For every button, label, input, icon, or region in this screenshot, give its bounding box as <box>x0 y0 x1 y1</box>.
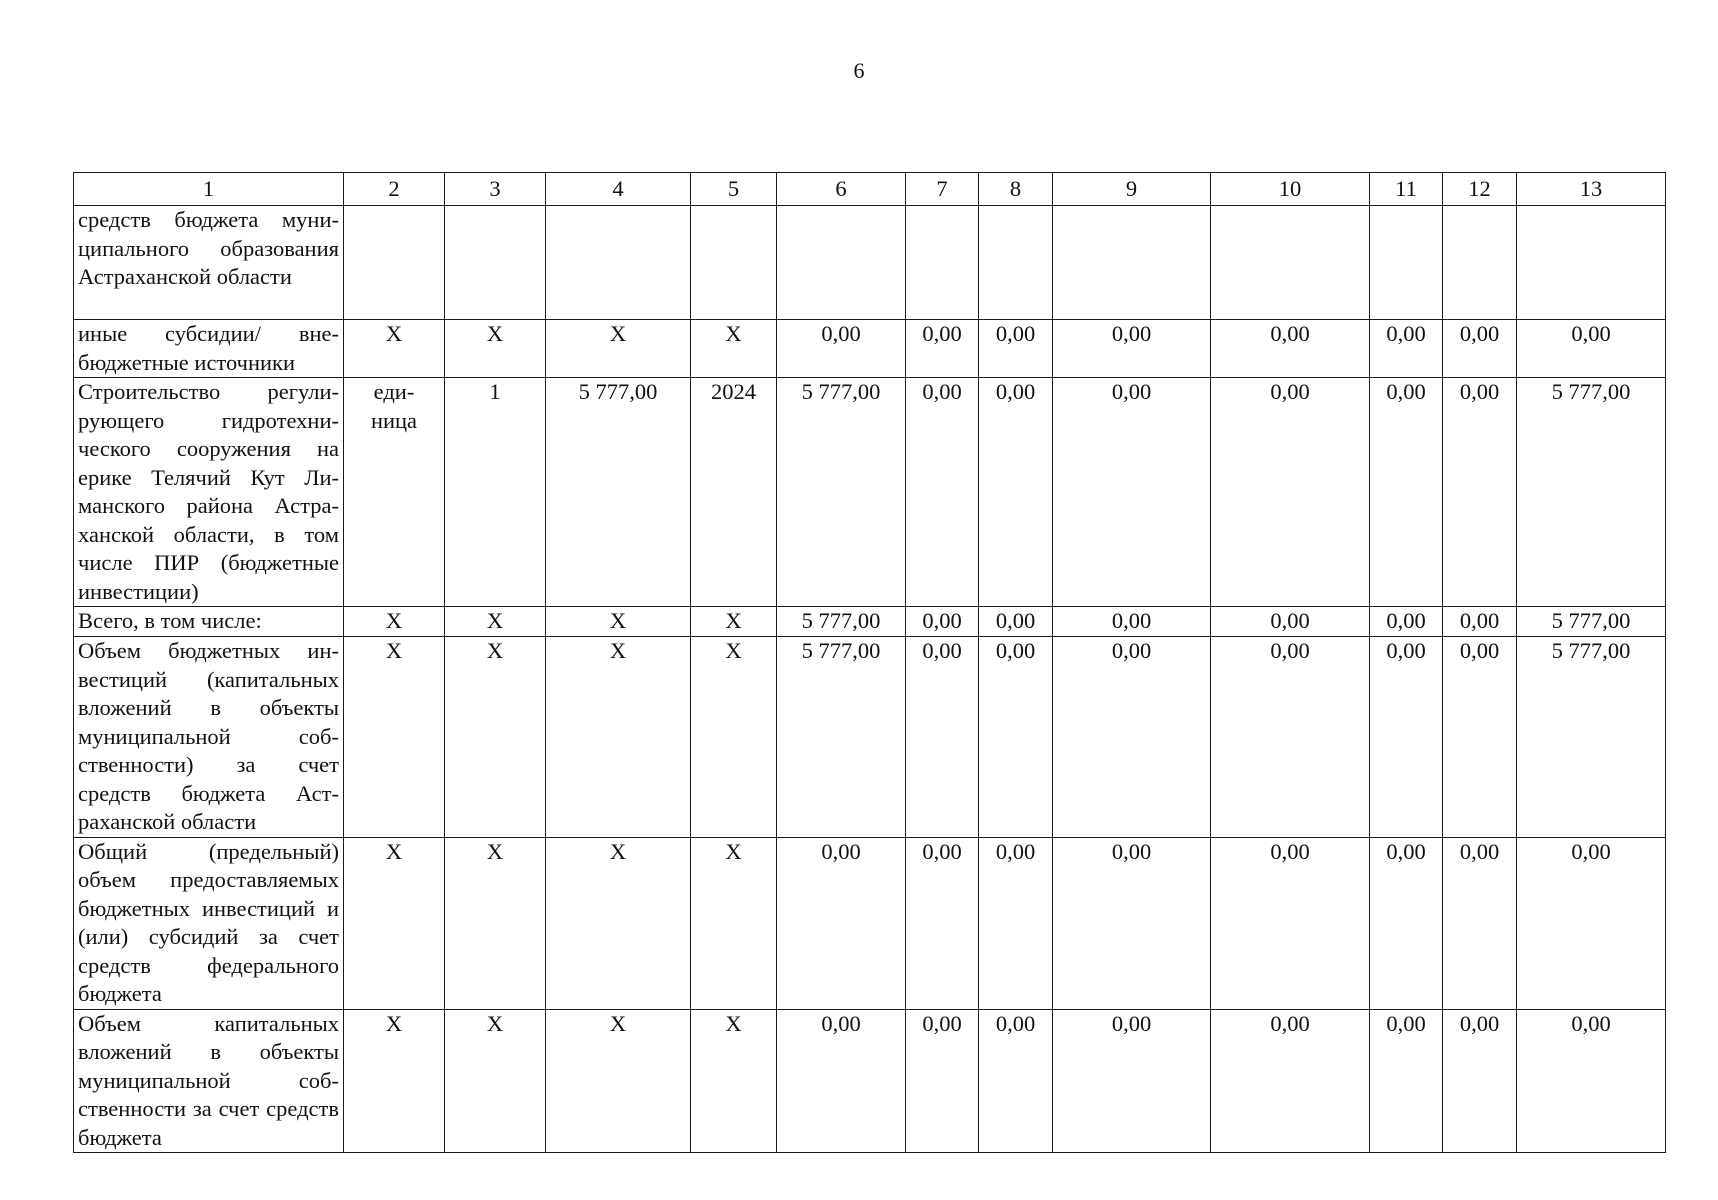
row-label: Строительство регулирующего гидротехнического сооружения на ерике Телячий Кут Лиманского района Астраханской области, в том числе ПИР (бюджетные инвестиции) <box>74 378 344 607</box>
table-cell: Х <box>691 320 777 378</box>
table-cell: 0,00 <box>1053 320 1211 378</box>
table-cell <box>344 206 445 320</box>
row-label: Общий (предельный) объем предоставляемых бюджетных инвестиций и (или) субсидий за счет средств федерального бюджета <box>74 837 344 1009</box>
table-cell: 5 777,00 <box>1517 607 1666 637</box>
table-cell: Х <box>546 607 691 637</box>
table-cell: 0,00 <box>979 637 1053 838</box>
table-cell <box>1211 206 1370 320</box>
table-cell: 0,00 <box>1211 607 1370 637</box>
row-label: Всего, в том числе: <box>74 607 344 637</box>
table-header-row <box>74 173 1666 206</box>
table-cell: 0,00 <box>1370 1009 1443 1153</box>
column-header: 3 <box>445 173 546 206</box>
table-cell: 0,00 <box>1211 837 1370 1009</box>
table-cell: 0,00 <box>1370 320 1443 378</box>
table-cell: 0,00 <box>1517 1009 1666 1153</box>
table-cell: Х <box>344 320 445 378</box>
table-cell: 0,00 <box>1053 637 1211 838</box>
table-cell: 0,00 <box>1211 378 1370 607</box>
table-cell: 1 <box>445 378 546 607</box>
table-cell: 2024 <box>691 378 777 607</box>
row-label: иные субсидии/ внебюджетные источники <box>74 320 344 378</box>
table-cell: Х <box>691 837 777 1009</box>
table-cell: 0,00 <box>1443 837 1517 1009</box>
column-header: 2 <box>344 173 445 206</box>
table-cell: 0,00 <box>1443 1009 1517 1153</box>
column-header: 13 <box>1517 173 1666 206</box>
table-cell: 0,00 <box>1517 837 1666 1009</box>
table-cell: Х <box>546 320 691 378</box>
table-cell <box>546 206 691 320</box>
table-cell: Х <box>445 1009 546 1153</box>
table-cell: 0,00 <box>1053 607 1211 637</box>
table-cell: 0,00 <box>979 1009 1053 1153</box>
table-cell: 0,00 <box>1211 1009 1370 1153</box>
table-cell: Х <box>546 837 691 1009</box>
table-cell <box>1517 206 1666 320</box>
table-cell <box>691 206 777 320</box>
table-cell: Х <box>691 637 777 838</box>
row-label: Объем капитальных вложений в объекты муниципальной собственности за счет средств бюджета <box>74 1009 344 1153</box>
table-cell: Х <box>344 607 445 637</box>
table-row <box>74 378 1666 607</box>
column-header: 6 <box>777 173 906 206</box>
table-cell: 0,00 <box>1443 378 1517 607</box>
table-cell <box>906 206 979 320</box>
table-cell: Х <box>546 637 691 838</box>
column-header: 7 <box>906 173 979 206</box>
table-cell: Х <box>691 607 777 637</box>
table-cell: Х <box>344 637 445 838</box>
table-cell: 0,00 <box>777 837 906 1009</box>
table-cell: Х <box>344 1009 445 1153</box>
column-header: 11 <box>1370 173 1443 206</box>
table-cell: 0,00 <box>1053 1009 1211 1153</box>
column-header: 4 <box>546 173 691 206</box>
table-cell: 0,00 <box>979 607 1053 637</box>
table-cell: Х <box>691 1009 777 1153</box>
table-cell: Х <box>445 320 546 378</box>
table-cell <box>1443 206 1517 320</box>
column-header: 10 <box>1211 173 1370 206</box>
table-cell: 0,00 <box>1370 378 1443 607</box>
column-header: 5 <box>691 173 777 206</box>
table-cell: 0,00 <box>1517 320 1666 378</box>
table-cell <box>1370 206 1443 320</box>
table-cell: 5 777,00 <box>1517 378 1666 607</box>
table-cell: 5 777,00 <box>1517 637 1666 838</box>
table-cell: 0,00 <box>1211 637 1370 838</box>
table-cell: Х <box>445 837 546 1009</box>
table-row <box>74 837 1666 1009</box>
table-cell <box>979 206 1053 320</box>
table-cell: Х <box>445 637 546 838</box>
table-cell: 0,00 <box>1211 320 1370 378</box>
table-cell: 0,00 <box>1443 320 1517 378</box>
table-cell: Х <box>344 837 445 1009</box>
table-cell: 0,00 <box>906 607 979 637</box>
table-cell: 0,00 <box>1370 607 1443 637</box>
table-row <box>74 1009 1666 1153</box>
table-cell <box>445 206 546 320</box>
table-cell: 0,00 <box>979 320 1053 378</box>
table-cell: 5 777,00 <box>777 378 906 607</box>
table-cell: 5 777,00 <box>777 637 906 838</box>
row-label: средств бюджета муниципального образования Астраханской области <box>74 206 344 320</box>
table-cell: 0,00 <box>979 378 1053 607</box>
table-row <box>74 607 1666 637</box>
table-cell: 0,00 <box>1443 607 1517 637</box>
column-header: 1 <box>74 173 344 206</box>
table-cell <box>777 206 906 320</box>
table-cell: еди- ница <box>344 378 445 607</box>
table-row <box>74 320 1666 378</box>
table-cell: 0,00 <box>1370 637 1443 838</box>
table-cell: 5 777,00 <box>777 607 906 637</box>
table-cell: 5 777,00 <box>546 378 691 607</box>
table-cell: 0,00 <box>906 1009 979 1153</box>
table-cell: 0,00 <box>1053 378 1211 607</box>
table-cell: 0,00 <box>906 320 979 378</box>
table-cell: 0,00 <box>1370 837 1443 1009</box>
table-cell: 0,00 <box>906 837 979 1009</box>
page-number: 6 <box>853 58 865 83</box>
table-row <box>74 637 1666 838</box>
budget-table <box>73 172 1666 1153</box>
table-row <box>74 206 1666 320</box>
column-header: 9 <box>1053 173 1211 206</box>
column-header: 8 <box>979 173 1053 206</box>
table-cell: 0,00 <box>979 837 1053 1009</box>
table-cell: 0,00 <box>777 320 906 378</box>
column-header: 12 <box>1443 173 1517 206</box>
table-cell: 0,00 <box>1053 837 1211 1009</box>
row-label: Объем бюджетных инвестиций (капитальных вложений в объекты муниципальной собственности) за счет средств бюджета Астраханской области <box>74 637 344 838</box>
table-cell: 0,00 <box>906 637 979 838</box>
table-cell: 0,00 <box>777 1009 906 1153</box>
table-cell: 0,00 <box>906 378 979 607</box>
table-cell: Х <box>546 1009 691 1153</box>
table-cell <box>1053 206 1211 320</box>
table-cell: 0,00 <box>1443 637 1517 838</box>
table-cell: Х <box>445 607 546 637</box>
